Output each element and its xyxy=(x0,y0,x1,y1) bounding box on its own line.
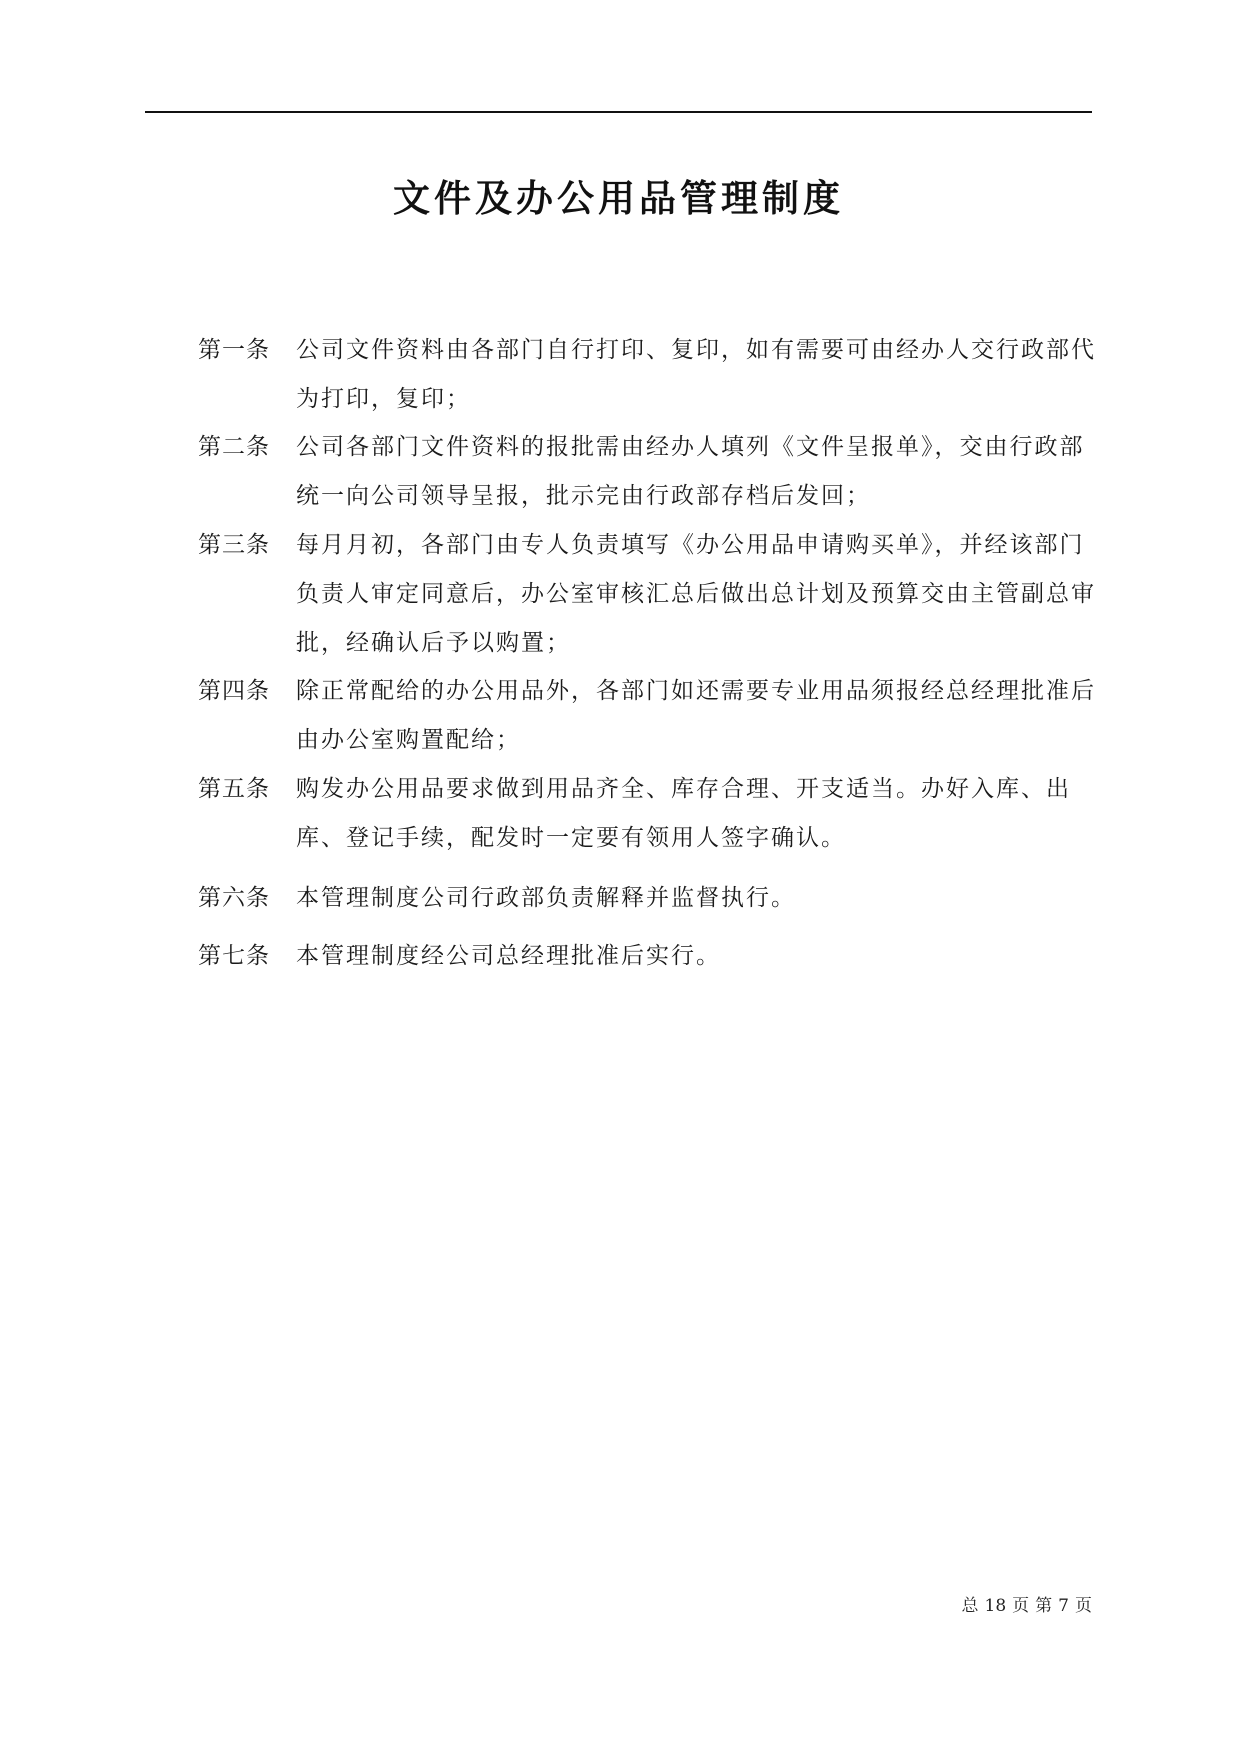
article-number: 第二条 xyxy=(198,434,270,460)
article-7 xyxy=(198,932,1118,981)
article-text: 购发办公用品要求做到用品齐全、库存合理、开支适当。办好入库、出库、登记手续，配发时一定要有领用人签字确认。 xyxy=(296,776,1071,851)
footer-total-pages: 18 xyxy=(984,1596,1007,1616)
article-text: 除正常配给的办公用品外，各部门如还需要专业用品须报经总经理批准后由办公室购置配给； xyxy=(296,678,1096,753)
header-rule xyxy=(145,111,1092,113)
article-2 xyxy=(198,423,1118,521)
article-text: 公司各部门文件资料的报批需由经办人填列《文件呈报单》，交由行政部统一向公司领导呈报，批示完由行政部存档后发回； xyxy=(296,434,1085,509)
article-text: 本管理制度公司行政部负责解释并监督执行。 xyxy=(296,885,796,911)
article-text: 公司文件资料由各部门自行打印、复印，如有需要可由经办人交行政部代为打印，复印； xyxy=(296,337,1096,412)
page-title: 文件及办公用品管理制度 xyxy=(393,177,844,220)
article-5 xyxy=(198,765,1118,863)
footer-current-unit: 页 xyxy=(1075,1596,1092,1616)
article-3 xyxy=(198,521,1118,668)
article-number: 第三条 xyxy=(198,532,270,558)
footer-total-prefix: 总 xyxy=(961,1596,979,1616)
article-number: 第五条 xyxy=(198,776,270,802)
footer-current-prefix: 第 xyxy=(1035,1596,1053,1616)
article-4 xyxy=(198,667,1118,765)
article-1 xyxy=(198,326,1118,424)
article-number: 第四条 xyxy=(198,678,270,704)
footer-page-unit: 页 xyxy=(1012,1596,1030,1616)
footer-current-page: 7 xyxy=(1058,1596,1069,1616)
article-number: 第七条 xyxy=(198,943,270,969)
article-number: 第六条 xyxy=(198,885,270,911)
page-footer xyxy=(900,1594,1092,1618)
article-6 xyxy=(198,874,1118,923)
article-number: 第一条 xyxy=(198,337,270,363)
article-text: 本管理制度经公司总经理批准后实行。 xyxy=(296,943,721,969)
article-text: 每月月初，各部门由专人负责填写《办公用品申请购买单》，并经该部门负责人审定同意后，办公室审核汇总后做出总计划及预算交由主管副总审批，经确认后予以购置； xyxy=(296,532,1096,656)
